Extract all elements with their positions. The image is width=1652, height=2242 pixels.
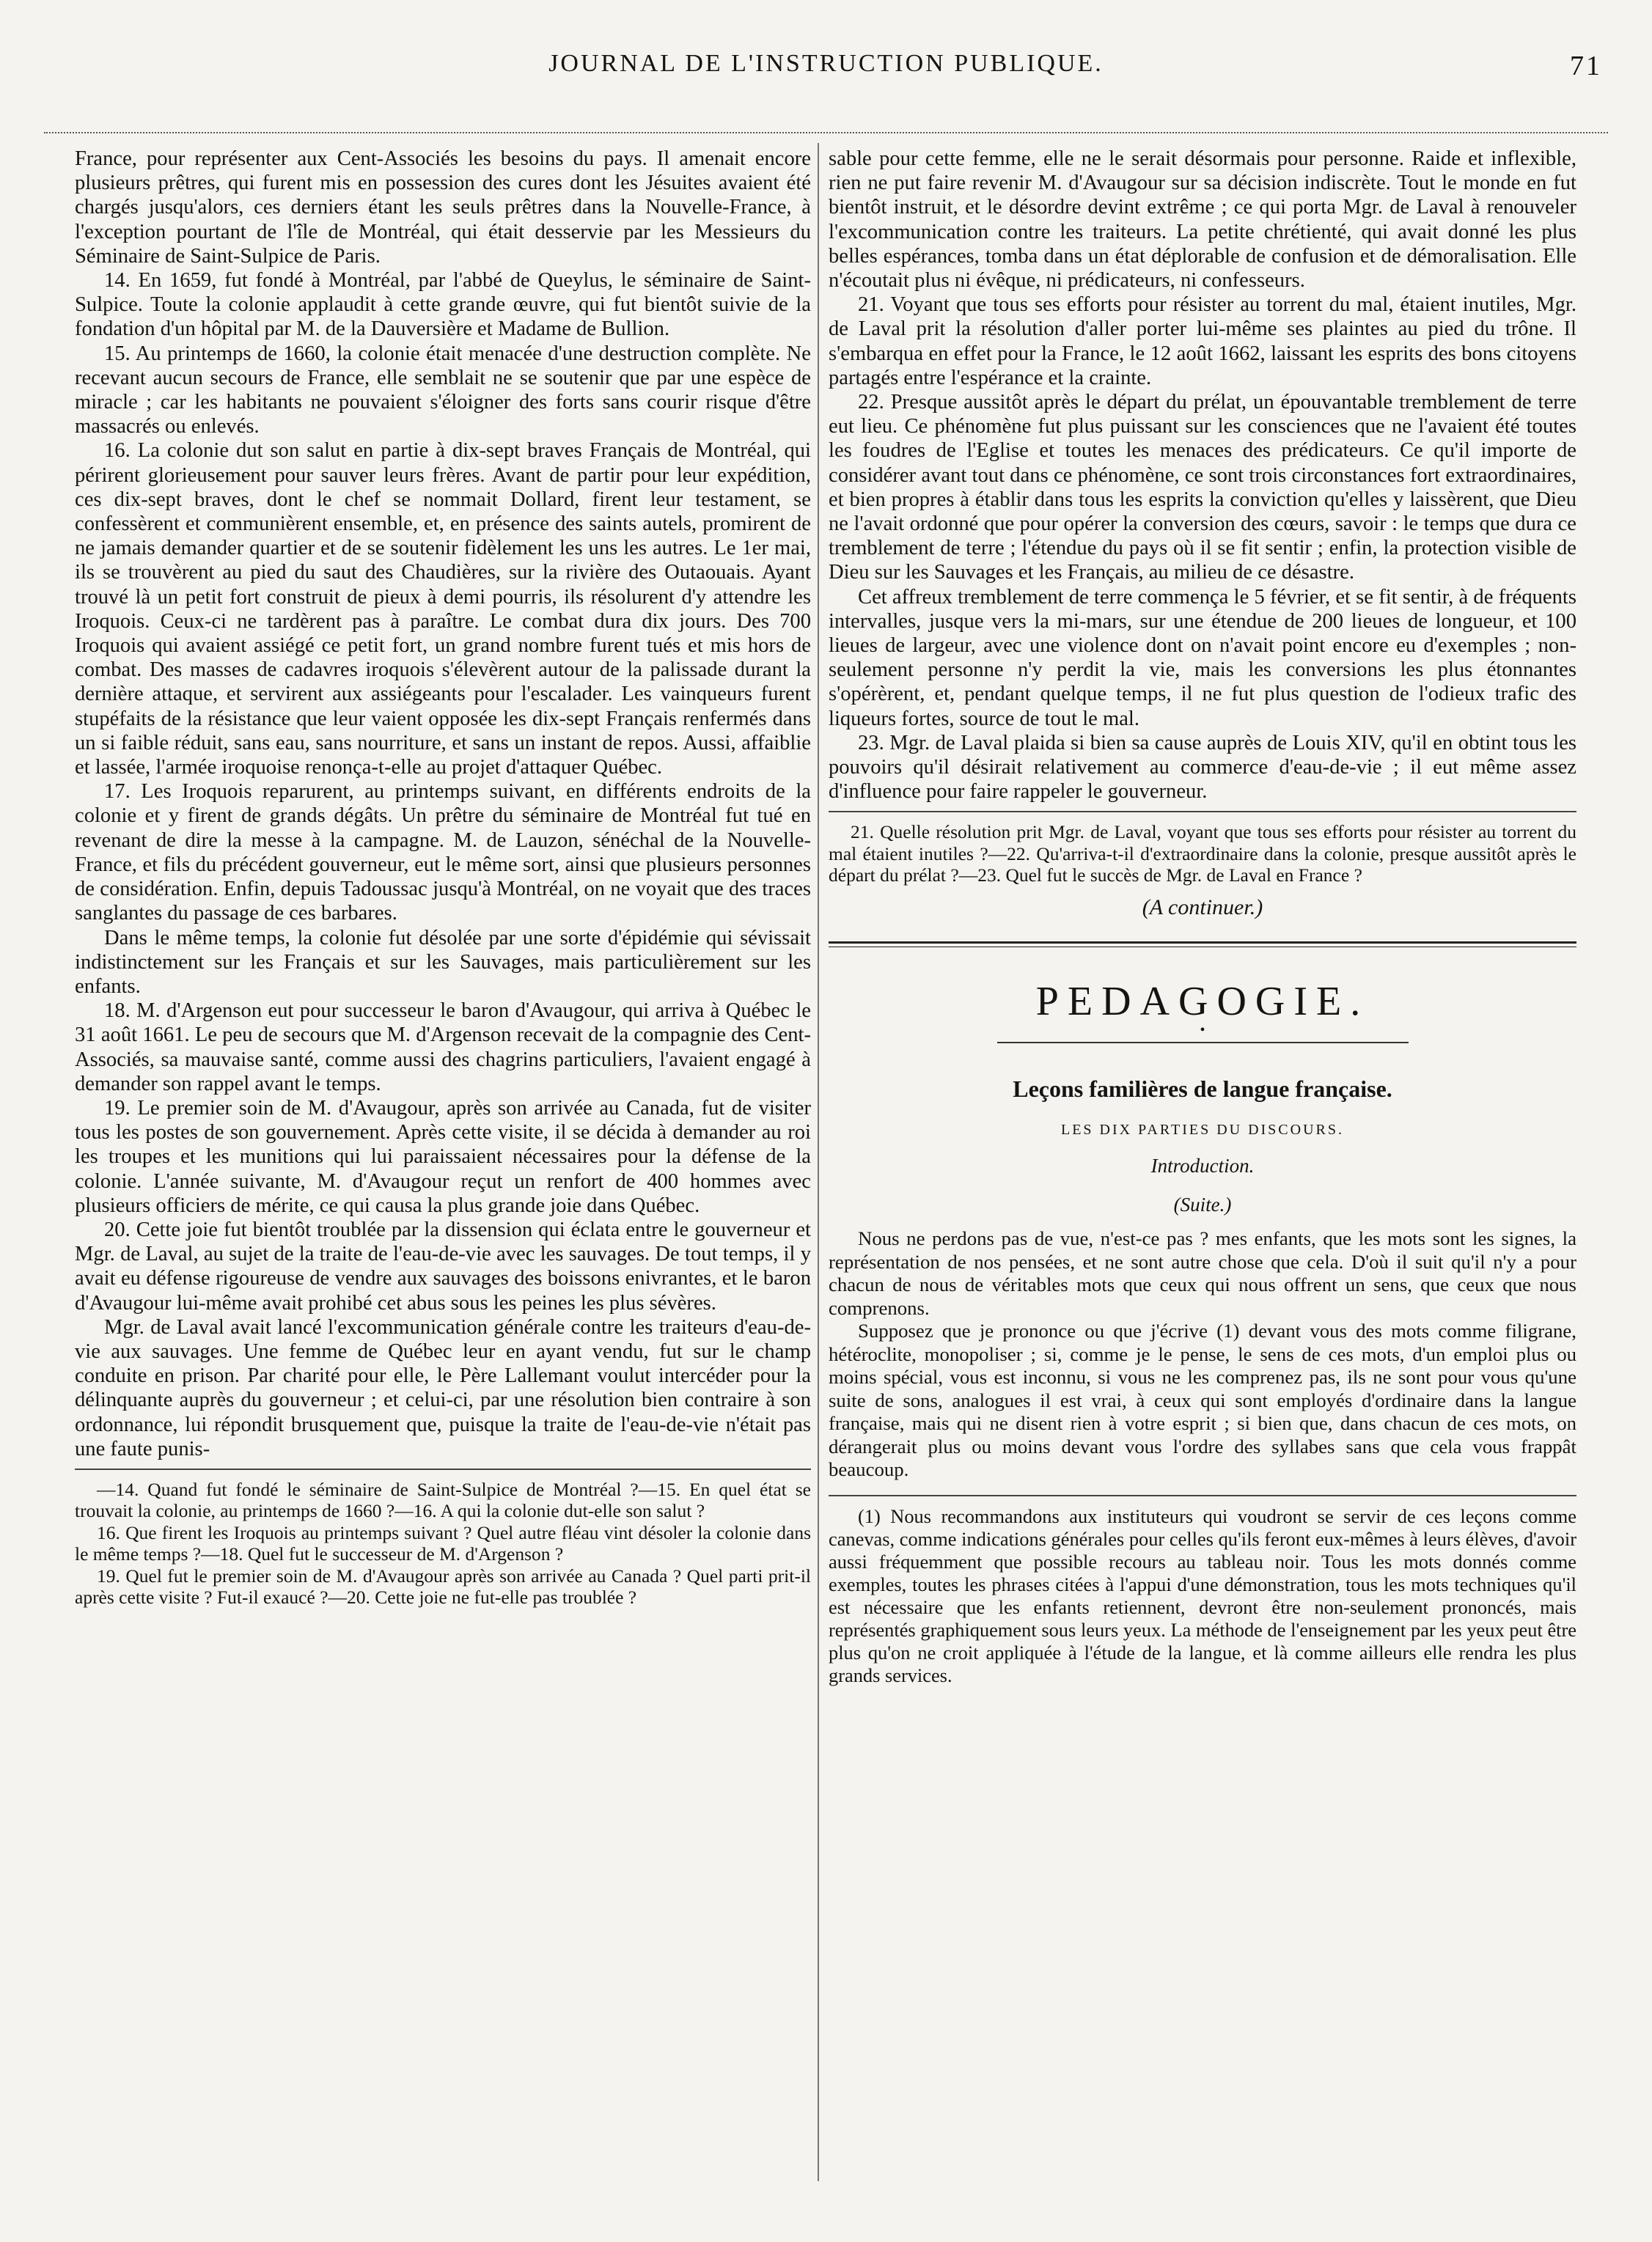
questions-rule bbox=[75, 1469, 811, 1470]
ornament-dot: • bbox=[1200, 1022, 1205, 1039]
left-paragraph: 18. M. d'Argenson eut pour successeur le baron d'Avaugour, qui arriva à Québec le 31 août 1661. Le peu de secours que M. d'Argenson recevait de la compagnie des Cent-Associés, sa mauvaise santé, comme aussi des chagrins particuliers, l'avaient engagé à demander son rappel avant le temps. bbox=[75, 999, 811, 1095]
lesson-title: Leçons familières de langue française. bbox=[1013, 1076, 1392, 1103]
question-block: 19. Quel fut le premier soin de M. d'Avaugour après son arrivée au Canada ? Quel parti prit-il après cette visite ? Fut-il exaucé ?—20. Cette joie ne fut-elle pas troublée ? bbox=[75, 1565, 811, 1609]
footnote-text: (1) Nous recommandons aux instituteurs qui voudront se servir de ces leçons comme canevas, comme indications générales pour celles qu'ils feront eux-mêmes à leurs élèves, d'avoir aussi fréquemment que possible recours au tableau noir. Tous les mots donnés comme exemples, toutes les phrases citées à l'appui d'une démonstration, tous les mots techniques qu'il est nécessaire que les enfants retiennent, devront être non-seulement prononcés, mais représentés graphiquement sous leurs yeux. La méthode de l'enseignement par les yeux peut être plus qu'on ne croit appliquée à l'étude de la langue, et là comme ailleurs elle rendra les plus grands services. bbox=[829, 1504, 1576, 1686]
column-divider bbox=[818, 143, 819, 2181]
left-paragraph: 17. Les Iroquois reparurent, au printemps suivant, en différents endroits de la colonie et y firent de grands dégâts. Un prêtre du séminaire de Montréal fut tué en revenant de dire la messe à la campagne. M. de Lauzon, sénéchal de la Nouvelle-France, et fils du précédent gouverneur, eut le même sort, ainsi que plusieurs personnes de considération. Enfin, depuis Tadoussac jusqu'à Montréal, on ne voyait que des traces sanglantes du passage de ces barbares. bbox=[75, 780, 811, 925]
left-paragraph: 15. Au printemps de 1660, la colonie était menacée d'une destruction complète. Ne recevant aucun secours de France, elle semblait ne se soutenir que par une espèce de miracle ; car les habitants ne pouvaient s'éloigner des forts sans courir risque d'être massacrés ou enlevés. bbox=[75, 342, 811, 438]
journal-title: JOURNAL DE L'INSTRUCTION PUBLIQUE. bbox=[548, 50, 1104, 77]
right-column bbox=[829, 147, 1576, 1687]
footnote bbox=[829, 1505, 1576, 1687]
lesson-intro: Introduction. bbox=[1150, 1154, 1255, 1177]
questions-rule bbox=[829, 811, 1576, 812]
section-divider bbox=[829, 941, 1576, 947]
lesson-suite: (Suite.) bbox=[1173, 1194, 1232, 1216]
left-column bbox=[75, 147, 811, 1609]
header-rule bbox=[44, 132, 1608, 133]
lesson-body bbox=[829, 1227, 1576, 1482]
to-be-continued: (A continuer.) bbox=[1142, 894, 1263, 919]
right-paragraph: 23. Mgr. de Laval plaida si bien sa cause auprès de Louis XIV, qu'il en obtint tous les pouvoirs qu'il désirait relativement au commerce d'eau-de-vie ; il eut même assez d'influence pour faire rappeler le gouverneur. bbox=[829, 731, 1576, 804]
left-questions bbox=[75, 1479, 811, 1609]
right-paragraph: sable pour cette femme, elle ne le serait désormais pour personne. Raide et inflexible, rien ne put faire revenir M. d'Avaugour sur sa décision indiscrète. Tout le monde en fut bientôt instruit, et le désordre devint extrême ; ce qui porta Mgr. de Laval à renouveler l'excommunication contre les traiteurs. La petite chrétienté, qui avait donné les plus belles espérances, tomba dans un état déplorable de confusion et de démoralisation. Elle n'écoutait plus ni évêque, ni prédicateurs, ni confesseurs. bbox=[829, 147, 1576, 293]
left-paragraph: 16. La colonie dut son salut en partie à dix-sept braves Français de Montréal, qui périrent glorieusement pour sauver leurs frères. Avant de partir pour leur expédition, ces dix-sept braves, dont le chef se nommait Dollard, firent leur testament, se confessèrent et communièrent ensemble, et, en présence des saints autels, promirent de ne jamais demander quartier et de se soutenir fidèlement les uns les autres. Le 1er mai, ils se trouvèrent au pied du saut des Chaudières, sur la rivière des Outaouais. Ayant trouvé là un petit fort construit de pieux à demi pourris, ils résolurent d'y attendre les Iroquois. Ceux-ci ne tardèrent pas à paraître. Le combat dura dix jours. Des 700 Iroquois qui avaient assiégé ce petit fort, un grand nombre furent tués et mis hors de combat. Des masses de cadavres iroquois s'élevèrent autour de la palissade durant la dernière attaque, et servirent aux assiégeants pour l'escalader. Les vainqueurs furent stupéfaits de la résistance que leur vaient opposée les dix-sept Français renfermés dans un si faible réduit, sans eau, sans nourriture, et sans un instant de repos. Aussi, affaiblie et lassée, l'armée iroquoise renonça-t-elle au projet d'attaquer Québec. bbox=[75, 439, 811, 779]
lesson-subtitle: LES DIX PARTIES DU DISCOURS. bbox=[1061, 1121, 1344, 1138]
page-number: 71 bbox=[1570, 51, 1602, 81]
left-paragraph: Mgr. de Laval avait lancé l'excommunication générale contre les traiteurs d'eau-de-vie aux sauvages. Une femme de Québec leur en ayant vendu, fut sur le champ conduite en prison. Par charité pour elle, le Père Lallemant voulut intercéder pour la délinquante auprès du gouverneur ; et celui-ci, par une résolution bien contraire à son ordonnance, lui répondit brusquement que, puisque la traite de l'eau-de-vie n'était pas une faute punis- bbox=[75, 1315, 811, 1460]
right-questions bbox=[829, 821, 1576, 886]
left-paragraph: 20. Cette joie fut bientôt troublée par la dissension qui éclata entre le gouverneur et Mgr. de Laval, au sujet de la traite de l'eau-de-vie avec les sauvages. De tout temps, il y avait eu défense rigoureuse de vendre aux sauvages des boissons enivrantes, et le baron d'Avaugour lui-même avait prohibé cet abus sous les peines les plus sévères. bbox=[75, 1218, 811, 1315]
right-paragraph: 22. Presque aussitôt après le départ du prélat, un épouvantable tremblement de terre eut lieu. Ce phénomène fut plus puissant sur les consciences que ne l'avaient été toutes les foudres de l'Eglise et toutes les menaces des prédicateurs. Ce qu'il importe de considérer avant tout dans ce phénomène, ce sont trois circonstances fort extraordinaires, et bien propres à établir dans tous les esprits la conviction qu'elles y laissèrent, que Dieu ne l'avait ordonné que pour opérer la conversion des cœurs, savoir : le temps que dura ce tremblement de terre ; l'étendue du pays où il se fit sentir ; enfin, la protection visible de Dieu sur les Sauvages et les Français, au milieu de ce désastre. bbox=[829, 391, 1576, 584]
left-paragraph: France, pour représenter aux Cent-Associés les besoins du pays. Il amenait encore plusieurs prêtres, qui furent mis en possession des cures dont les Jésuites avaient été chargés jusqu'alors, ces derniers étant les seuls prêtres dans la Nouvelle-France, à l'exception pourtant de l'île de Montréal, qui était desservie par les Messieurs du Séminaire de Saint-Sulpice de Paris. bbox=[75, 147, 811, 268]
question-block: 16. Que firent les Iroquois au printemps suivant ? Quel autre fléau vint désoler la colonie dans le même temps ?—18. Quel fut le successeur de M. d'Argenson ? bbox=[75, 1521, 811, 1565]
right-paragraph: Cet affreux tremblement de terre commença le 5 février, et se fit sentir, à de fréquents intervalles, jusque vers la mi-mars, sur une étendue de 200 lieues de longueur, et 100 lieues de largeur, avec une violence dont on n'avait point encore eu d'exemples ; non-seulement personne n'y perdit la vie, mais les conversions les plus étonnantes s'opérèrent, et, pendant quelque temps, il ne fut plus question de l'odieux trafic des liqueurs fortes, source de tout le mal. bbox=[829, 585, 1576, 730]
footnote-rule bbox=[829, 1495, 1576, 1496]
heading-rule bbox=[997, 1042, 1409, 1043]
right-paragraph: 21. Voyant que tous ses efforts pour résister au torrent du mal, étaient inutiles, Mgr. de Laval prit la résolution d'aller porter lui-même ses plaintes au pied du trône. Il s'embarqua en effet pour la France, le 12 août 1662, laissant les esprits des bons citoyens partagés entre l'espérance et la crainte. bbox=[829, 293, 1576, 389]
running-head bbox=[44, 50, 1608, 101]
question-block: 21. Quelle résolution prit Mgr. de Laval, voyant que tous ses efforts pour résister au torrent du mal étaient inutiles ?—22. Qu'arriva-t-il d'extraordinaire dans la colonie, presque aussitôt après le départ du prélat ?—23. Quel fut le succès de Mgr. de Laval en France ? bbox=[829, 821, 1576, 886]
left-paragraph: 19. Le premier soin de M. d'Avaugour, après son arrivée au Canada, fut de visiter tous les postes de son gouvernement. Après cette visite, il se décida à demander au roi les troupes et les munitions qui lui paraissaient nécessaires pour la défense de la colonie. L'année suivante, M. d'Avaugour reçut un renfort de 400 hommes avec plusieurs officiers de mérite, ce qui causa la plus grande joie dans Québec. bbox=[75, 1096, 811, 1217]
left-paragraph: 14. En 1659, fut fondé à Montréal, par l'abbé de Queylus, le séminaire de Saint-Sulpice. Toute la colonie applaudit à cette grande œuvre, qui fut bientôt suivie de la fondation d'un hôpital par M. de la Dauversière et Madame de Bullion. bbox=[75, 269, 811, 341]
question-block: —14. Quand fut fondé le séminaire de Saint-Sulpice de Montréal ?—15. En quel état se trouvait la colonie, au printemps de 1660 ?—16. A qui la colonie dut-elle son salut ? bbox=[75, 1478, 811, 1522]
lesson-paragraph: Supposez que je prononce ou que j'écrive (1) devant vous des mots comme filigrane, hétéroclite, monopoliser ; si, comme je le pense, le sens de ces mots, d'un emploi plus ou moins spécial, vous est inconnu, si vous ne les comprenez pas, ils ne sont pour vous qu'une suite de sons, analogues il est vrai, à ceux qui sont employés d'ordinaire dans la langue française, mais qui ne disent rien à votre esprit ; si bien que, dans chacun de ces mots, on dérangerait plus ou moins devant vous l'ordre des syllabes sans que cela vous frappât beaucoup. bbox=[829, 1320, 1576, 1481]
section-heading: PEDAGOGIE. bbox=[1035, 979, 1370, 1025]
left-paragraph: Dans le même temps, la colonie fut désolée par une sorte d'épidémie qui sévissait indistinctement sur les Français et sur les Sauvages, mais particulièrement sur les enfants. bbox=[75, 926, 811, 998]
lesson-paragraph: Nous ne perdons pas de vue, n'est-ce pas ? mes enfants, que les mots sont les signes, la représentation de nos pensées, et ne sont autre chose que cela. D'où il suit qu'il n'y a pour chacun de nous de véritables mots que ceux qui nous offrent un sens, que ceux que nous comprenons. bbox=[829, 1227, 1576, 1319]
